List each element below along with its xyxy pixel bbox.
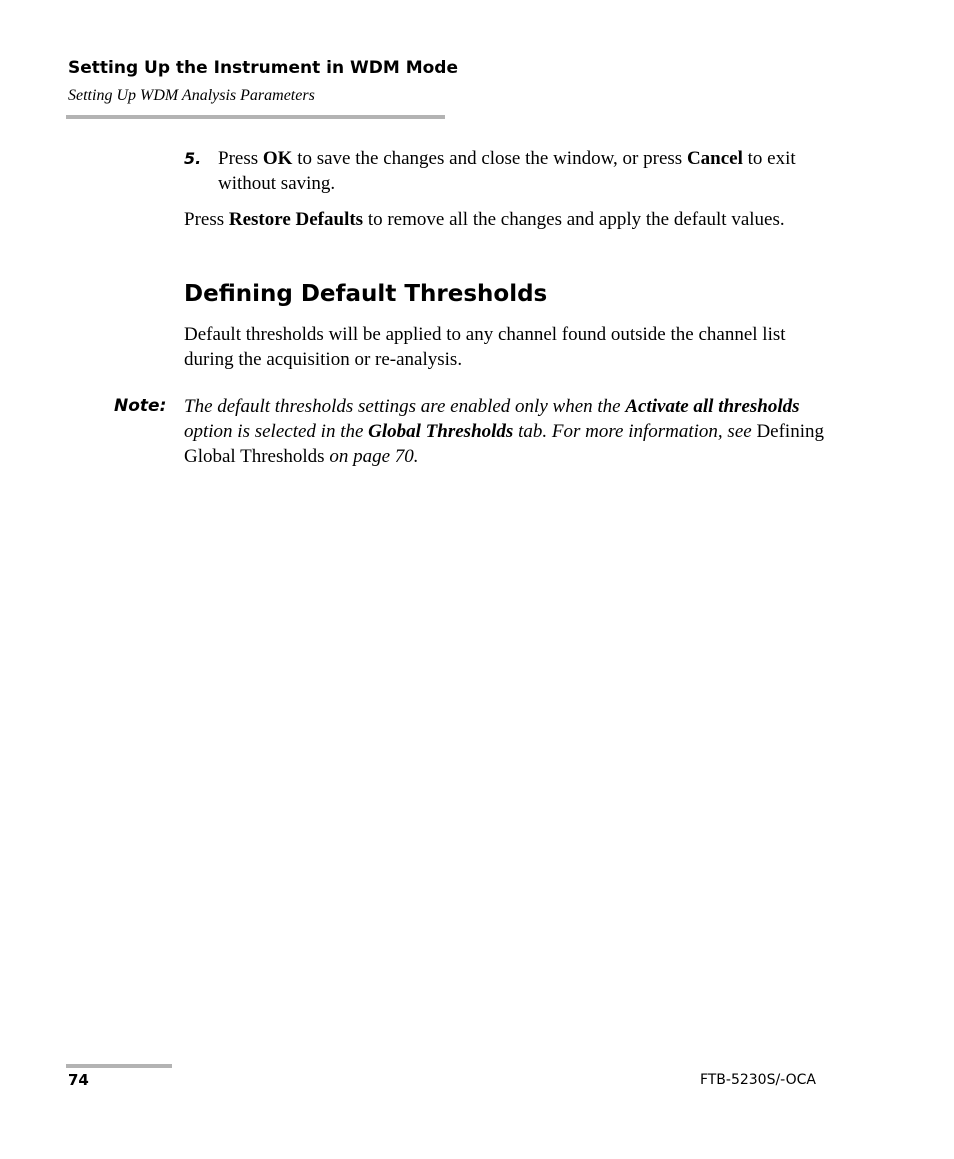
restore-defaults-button-ref: Restore Defaults xyxy=(228,209,364,230)
activate-all-thresholds-ref: Activate all thresholds xyxy=(625,396,800,417)
cancel-button-ref: Cancel xyxy=(686,148,743,169)
step-5-text-part: to exit without saving. xyxy=(218,148,796,194)
step-number: 5. xyxy=(184,149,202,168)
step-5-text-part: Press xyxy=(218,148,263,169)
step-5 xyxy=(184,146,834,196)
note-text-part: on page 70. xyxy=(324,446,419,467)
restore-text-part: to remove all the changes and apply the default values. xyxy=(363,209,785,230)
note-text xyxy=(184,394,824,469)
header-rule xyxy=(66,115,445,119)
cross-reference-link[interactable]: Defining Global Thresholds xyxy=(184,421,824,467)
running-header-subtitle: Setting Up WDM Analysis Parameters xyxy=(68,87,315,104)
note-label: Note: xyxy=(114,396,167,416)
step-5-text xyxy=(218,146,834,196)
note-text-part: option is selected in the xyxy=(184,421,369,442)
restore-defaults-paragraph xyxy=(184,207,824,232)
global-thresholds-tab-ref: Global Thresholds xyxy=(368,421,514,442)
section-paragraph: Default thresholds will be applied to any channel found outside the channel list during the acquisition or re-analysis. xyxy=(184,324,786,370)
note-text-part: tab. For more information, see xyxy=(513,421,757,442)
footer-rule xyxy=(66,1064,172,1068)
restore-text-part: Press xyxy=(184,209,229,230)
ok-button-ref: OK xyxy=(262,148,293,169)
step-5-text-part: to save the changes and close the window, or press xyxy=(292,148,687,169)
note-text-part: The default thresholds settings are enabled only when the xyxy=(184,396,626,417)
section-heading: Defining Default Thresholds xyxy=(184,281,548,307)
running-header-title: Setting Up the Instrument in WDM Mode xyxy=(68,58,459,78)
product-name: FTB-5230S/-OCA xyxy=(699,1072,816,1088)
page-number: 74 xyxy=(68,1071,89,1089)
